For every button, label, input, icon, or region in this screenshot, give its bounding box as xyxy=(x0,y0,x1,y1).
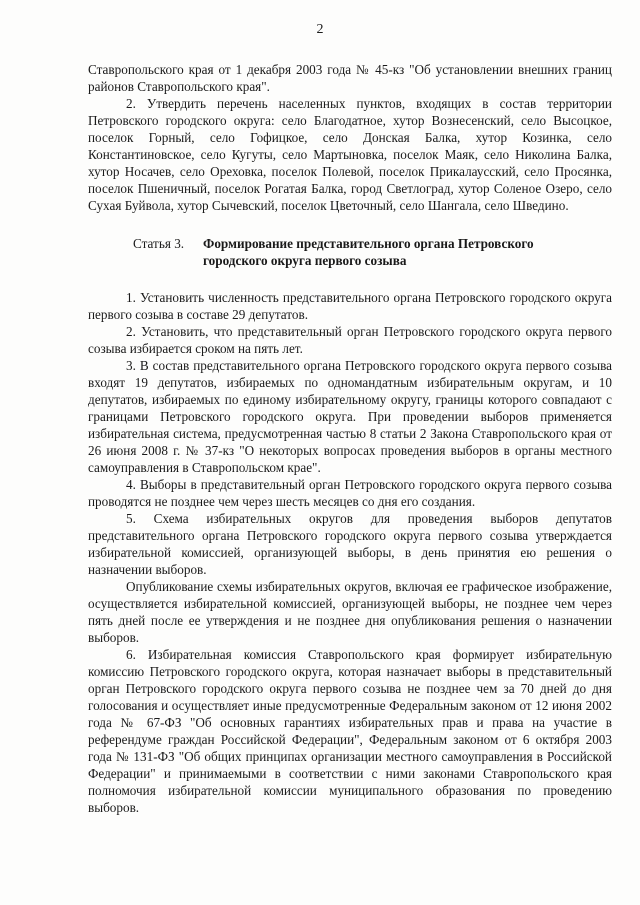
article-title-line2: городского округа первого созыва xyxy=(203,253,407,268)
paragraph-item-5: 5. Схема избирательных округов для проведения выборов депутатов представительного органа Петровского городского округа первого созыва утверждается избирательной комиссией, организующей выборы, в день принятия ею решения о назначении выборов. xyxy=(88,511,612,577)
article-heading xyxy=(88,235,612,269)
paragraph-continuation: Ставропольского края от 1 декабря 2003 года № 45-кз "Об установлении внешних границ районов Ставропольского края". xyxy=(88,62,612,94)
paragraph-publication: Опубликование схемы избирательных округов, включая ее графическое изображение, осуществляется избирательной комиссией, организующей выборы, не позднее чем через пять дней после ее утверждения и не позднее дня опубликования решения о назначении выборов. xyxy=(88,579,612,645)
page-number: 2 xyxy=(316,22,324,37)
paragraph-item-2: 2. Установить, что представительный орган Петровского городского округа первого созыва избирается сроком на пять лет. xyxy=(88,324,612,356)
paragraph-item-1: 1. Установить численность представительного органа Петровского городского округа первого созыва в составе 29 депутатов. xyxy=(88,290,612,322)
article-label: Статья 3. xyxy=(133,236,185,251)
paragraph-item-6: 6. Избирательная комиссия Ставропольского края формирует избирательную комиссию Петровского городского округа, которая назначает выборы в представительный орган Петровского городского округа первого созыва не позднее чем за 70 дней до дня голосования и осуществляет иные предусмотренные Федеральным законом от 12 июня 2002 года № 67-ФЗ "Об основных гарантиях избирательных прав и права на участие в референдуме граждан Российской Федерации", Федеральным законом от 6 октября 2003 года № 131-ФЗ "Об общих принципах организации местного самоуправления в Российской Федерации" и принимаемыми в соответствии с ними законами Ставропольского края полномочия избирательной комиссии муниципального образования по проведению выборов. xyxy=(88,647,612,815)
paragraph-settlements-list: 2. Утвердить перечень населенных пунктов, входящих в состав территории Петровского городского округа: село Благодатное, хутор Вознесенский, село Высоцкое, поселок Горный, село Гофицкое, село Донская Балка, хутор Козинка, село Константиновское, село Кугуты, село Мартыновка, поселок Маяк, село Николина Балка, хутор Носачев, село Ореховка, поселок Полевой, поселок Прикалаусский, село Просянка, поселок Пшеничный, поселок Рогатая Балка, город Светлоград, хутор Соленое Озеро, село Сухая Буйвола, хутор Сычевский, поселок Цветочный, село Шангала, село Шведино. xyxy=(88,96,612,213)
document-body xyxy=(88,61,612,816)
article-title xyxy=(197,235,583,269)
paragraph-item-3: 3. В состав представительного органа Петровского городского округа первого созыва входят 19 депутатов, избираемых по одномандатным избирательным округам, и 10 депутатов, избираемых по единому избирательному округу, границы которого совпадают с границами Петровского городского округа. При проведении выборов применяется избирательная система, предусмотренная частью 8 статьи 2 Закона Ставропольского края от 26 июня 2008 г. № 37-кз "О некоторых вопросах проведения выборов в органы местного самоуправления в Ставропольском крае". xyxy=(88,358,612,475)
article-title-line1: Формирование представительного органа Петровского xyxy=(203,236,534,251)
paragraph-item-4: 4. Выборы в представительный орган Петровского городского округа первого созыва проводятся не позднее чем через шесть месяцев со дня его создания. xyxy=(88,477,612,509)
